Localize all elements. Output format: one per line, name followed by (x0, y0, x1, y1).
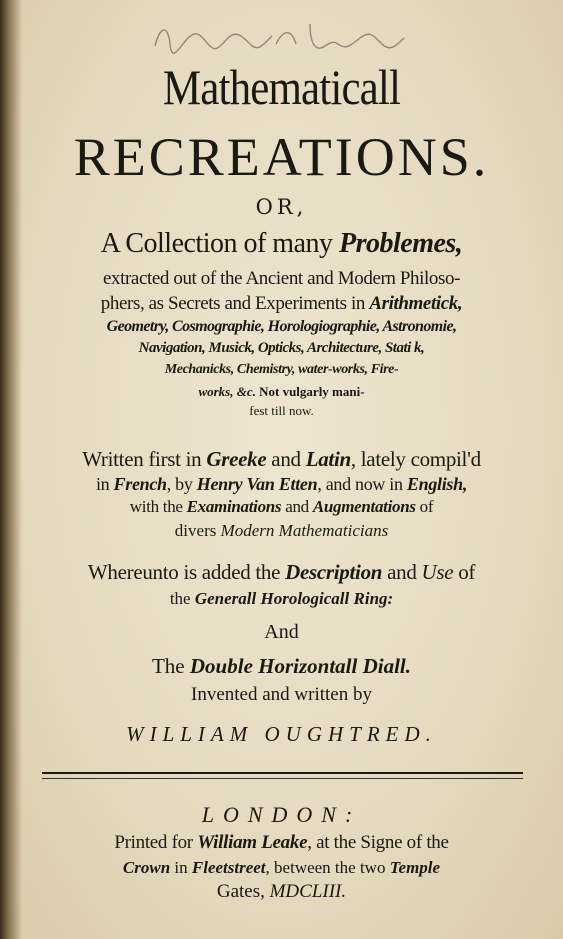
text: divers (174, 521, 221, 540)
title-line-1: Mathematicall (162, 59, 401, 115)
italic-text: Description (285, 560, 383, 584)
text: and (382, 560, 422, 584)
subtitle-italic: works, &c. (198, 384, 256, 399)
text: and (266, 447, 306, 471)
whereunto-line-2 (0, 589, 563, 609)
italic-text: MDCLIII. (269, 881, 347, 902)
subtitle-italic: Problemes, (339, 228, 463, 259)
italic-text: Fleetstreet (191, 858, 266, 877)
text: Printed for (114, 832, 198, 853)
text: and (281, 497, 313, 516)
subtitle-line-3 (0, 293, 563, 315)
text: Whereunto is added the (87, 560, 286, 584)
title-line-2: RECREATIONS. (73, 127, 490, 187)
text: , by (166, 474, 197, 494)
italic-text: William Leake (197, 832, 308, 853)
italic-text: Generall Horologicall Ring: (194, 589, 394, 608)
divider-rule (42, 778, 523, 779)
subtitle-line-5: Navigation, Musick, Opticks, Architecture, Stati k, (138, 340, 425, 356)
text: Written first in (82, 447, 207, 471)
text: , lately compil'd (350, 447, 481, 471)
text: of (453, 560, 476, 584)
text: of (415, 497, 434, 516)
text: , between the two (265, 858, 390, 877)
imprint-line-2 (0, 858, 563, 878)
italic-text: Modern Mathematicians (220, 521, 389, 540)
handwritten-signature (150, 16, 410, 56)
subtitle-text: Not vulgarly mani- (255, 384, 365, 399)
subtitle-line-7 (0, 384, 563, 400)
subtitle-text: phers, as Secrets and Experiments in (100, 293, 370, 314)
italic-text: Greeke (206, 447, 267, 471)
text: , at the Signe of the (307, 832, 449, 853)
italic-text: Crown (122, 858, 171, 877)
text: in (170, 858, 192, 877)
imprint-city: LONDON: (201, 802, 362, 827)
italic-text: Latin (305, 447, 351, 471)
text: with the (129, 497, 187, 516)
divider-rule (42, 772, 523, 774)
invented-line: Invented and written by (191, 684, 372, 705)
subtitle-line-8: fest till now. (249, 403, 314, 418)
written-line-4 (0, 521, 563, 541)
subtitle-line-6: Mechanicks, Chemistry, water-works, Fire- (164, 362, 399, 377)
subtitle-line-2: extracted out of the Ancient and Modern Philoso- (102, 268, 460, 289)
text: Gates, (216, 881, 270, 902)
text: the (169, 589, 195, 608)
subtitle-text: A Collection of many (100, 228, 340, 259)
italic-text: Temple (389, 858, 441, 877)
imprint-line-3 (0, 881, 563, 903)
and-word: And (264, 621, 299, 643)
text: The (151, 654, 190, 678)
subtitle-line-4: Geometry, Cosmographie, Horologiographie, Astronomie, (106, 318, 457, 335)
italic-text: French (113, 474, 167, 494)
italic-text: Double Horizontall Diall. (189, 654, 412, 678)
italic-text: Augmentations (312, 497, 416, 516)
italic-text: English, (406, 474, 468, 494)
subtitle-line-1 (0, 228, 563, 260)
subtitle-italic: Arithmetick, (369, 293, 463, 314)
author-name: WILLIAM OUGHTRED. (126, 722, 437, 746)
written-line-2 (0, 474, 563, 495)
dial-line (0, 654, 563, 679)
or-word: OR, (255, 195, 308, 219)
text: , and now in (317, 474, 407, 494)
written-line-3 (0, 497, 563, 517)
italic-text: Use (421, 560, 454, 584)
whereunto-line-1 (0, 560, 563, 585)
italic-text: Henry Van Etten (196, 474, 318, 494)
written-line-1 (0, 447, 563, 472)
italic-text: Examinations (186, 497, 282, 516)
imprint-line-1 (0, 832, 563, 854)
text: in (95, 474, 114, 494)
